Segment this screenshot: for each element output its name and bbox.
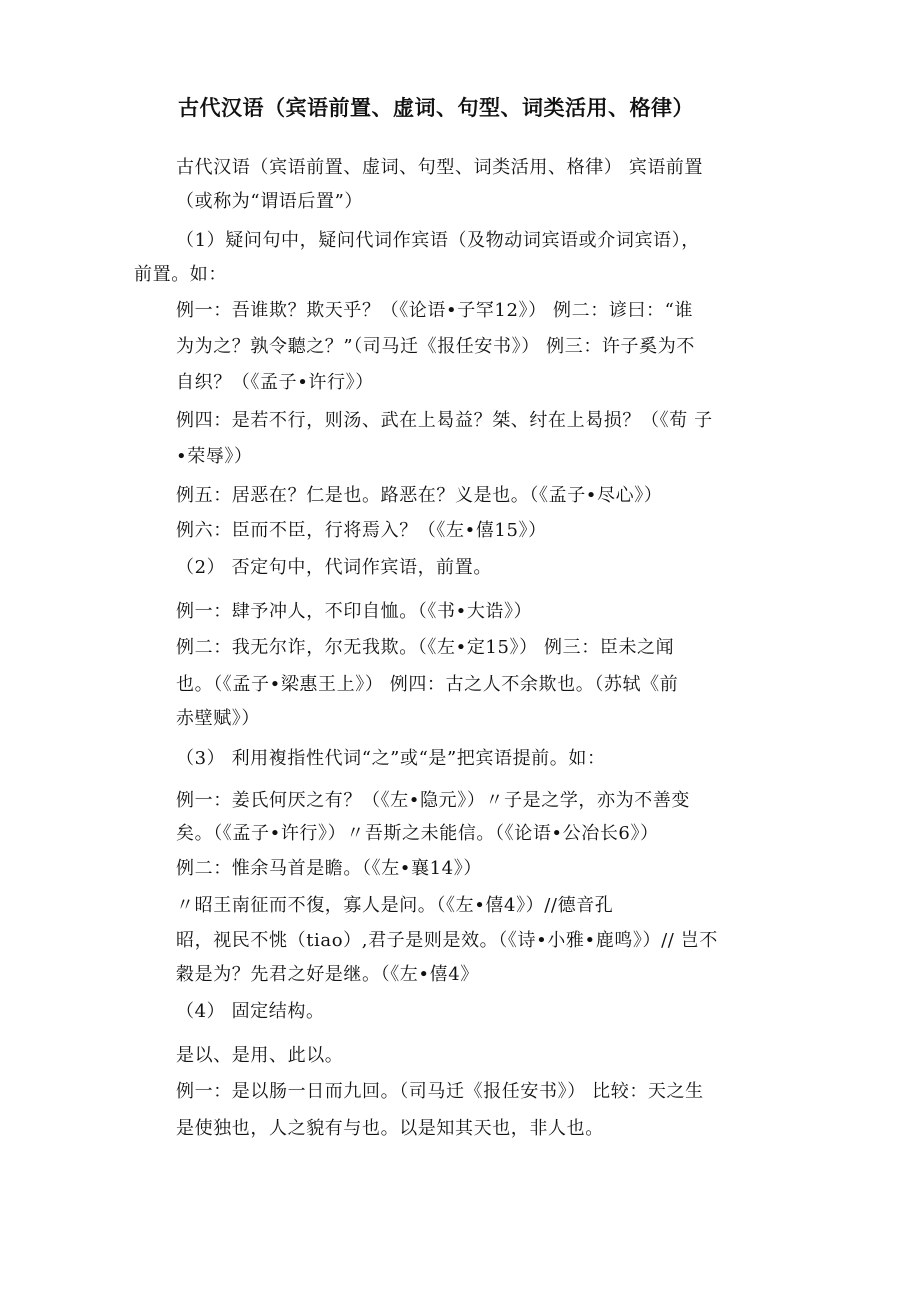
paragraph-line: （4） 固定结构。 (176, 1001, 325, 1022)
paragraph-line: 是使独也，人之貌有与也。以是知其天也，非人也。 (176, 1118, 604, 1139)
paragraph-line: 穀是为？先君之好是继。（《左•僖4》 (176, 964, 479, 985)
paragraph-line: •荣辱》） (176, 446, 253, 467)
paragraph-line: 例五：居恶在？仁是也。路恶在？义是也。（《孟子•尽心》） (176, 485, 663, 506)
paragraph-line: （1）疑问句中，疑问代词作宾语（及物动词宾语或介词宾语）， (176, 230, 700, 251)
paragraph-line: 也。（《孟子•梁惠王上》） 例四：古之人不余欺也。（苏轼《前 (176, 674, 679, 695)
paragraph-line: 例二：惟余马首是瞻。（《左•襄14》） (176, 858, 482, 879)
paragraph-line: 是以、是用、此以。 (176, 1045, 344, 1066)
paragraph-line: 例六：臣而不臣，行将焉入？（《左•僖15》） (176, 520, 547, 541)
paragraph-line: 赤壁赋》） (176, 708, 260, 729)
paragraph-line: 〃昭王南征而不復，寡人是问。（《左•僖4》）//德音孔 (176, 895, 614, 916)
paragraph-line: 古代汉语（宾语前置、虚词、句型、词类活用、格律） 宾语前置 (176, 157, 704, 178)
paragraph-line: （3） 利用複指性代词“之”或“是”把宾语提前。如： (176, 748, 606, 769)
paragraph-line: 例一：吾谁欺？欺天乎？（《论语•子罕12》） 例二：谚曰：“谁 (176, 300, 694, 321)
paragraph-line: （2） 否定句中，代词作宾语，前置。 (176, 557, 492, 578)
paragraph-line: 例四：是若不行，则汤、武在上曷益？桀、纣在上曷损？（《荀 子 (176, 410, 713, 431)
paragraph-line: （或称为“谓语后置”） (176, 191, 364, 212)
document-title: 古代汉语（宾语前置、虚词、句型、词类活用、格律） (178, 95, 694, 120)
paragraph-line: 昭，视民不恌（tiao）,君子是则是效。（《诗•小雅•鹿鸣》）// 岂不 (176, 930, 718, 951)
paragraph-line: 矣。（《孟子•许行》）〃吾斯之未能信。（《论语•公冶长6》） (176, 823, 659, 844)
paragraph-line: 前置。如： (134, 264, 227, 285)
paragraph-line: 例二：我无尔诈，尔无我欺。（《左•定15》） 例三：臣未之闻 (176, 637, 675, 658)
paragraph-line: 例一：姜氏何厌之有？（《左•隐元》）〃子是之学，亦为不善变 (176, 790, 691, 811)
paragraph-line: 自织？（《孟子•许行》） (176, 372, 374, 393)
paragraph-line: 例一：是以肠一日而九回。（司马迁《报任安书》） 比较：天之生 (176, 1081, 704, 1102)
paragraph-line: 例一：肆予冲人，不印自恤。（《书•大诰》） (176, 601, 533, 622)
paragraph-line: 为为之？孰令聽之？”（司马迁《报任安书》） 例三：许子奚为不 (176, 336, 695, 357)
